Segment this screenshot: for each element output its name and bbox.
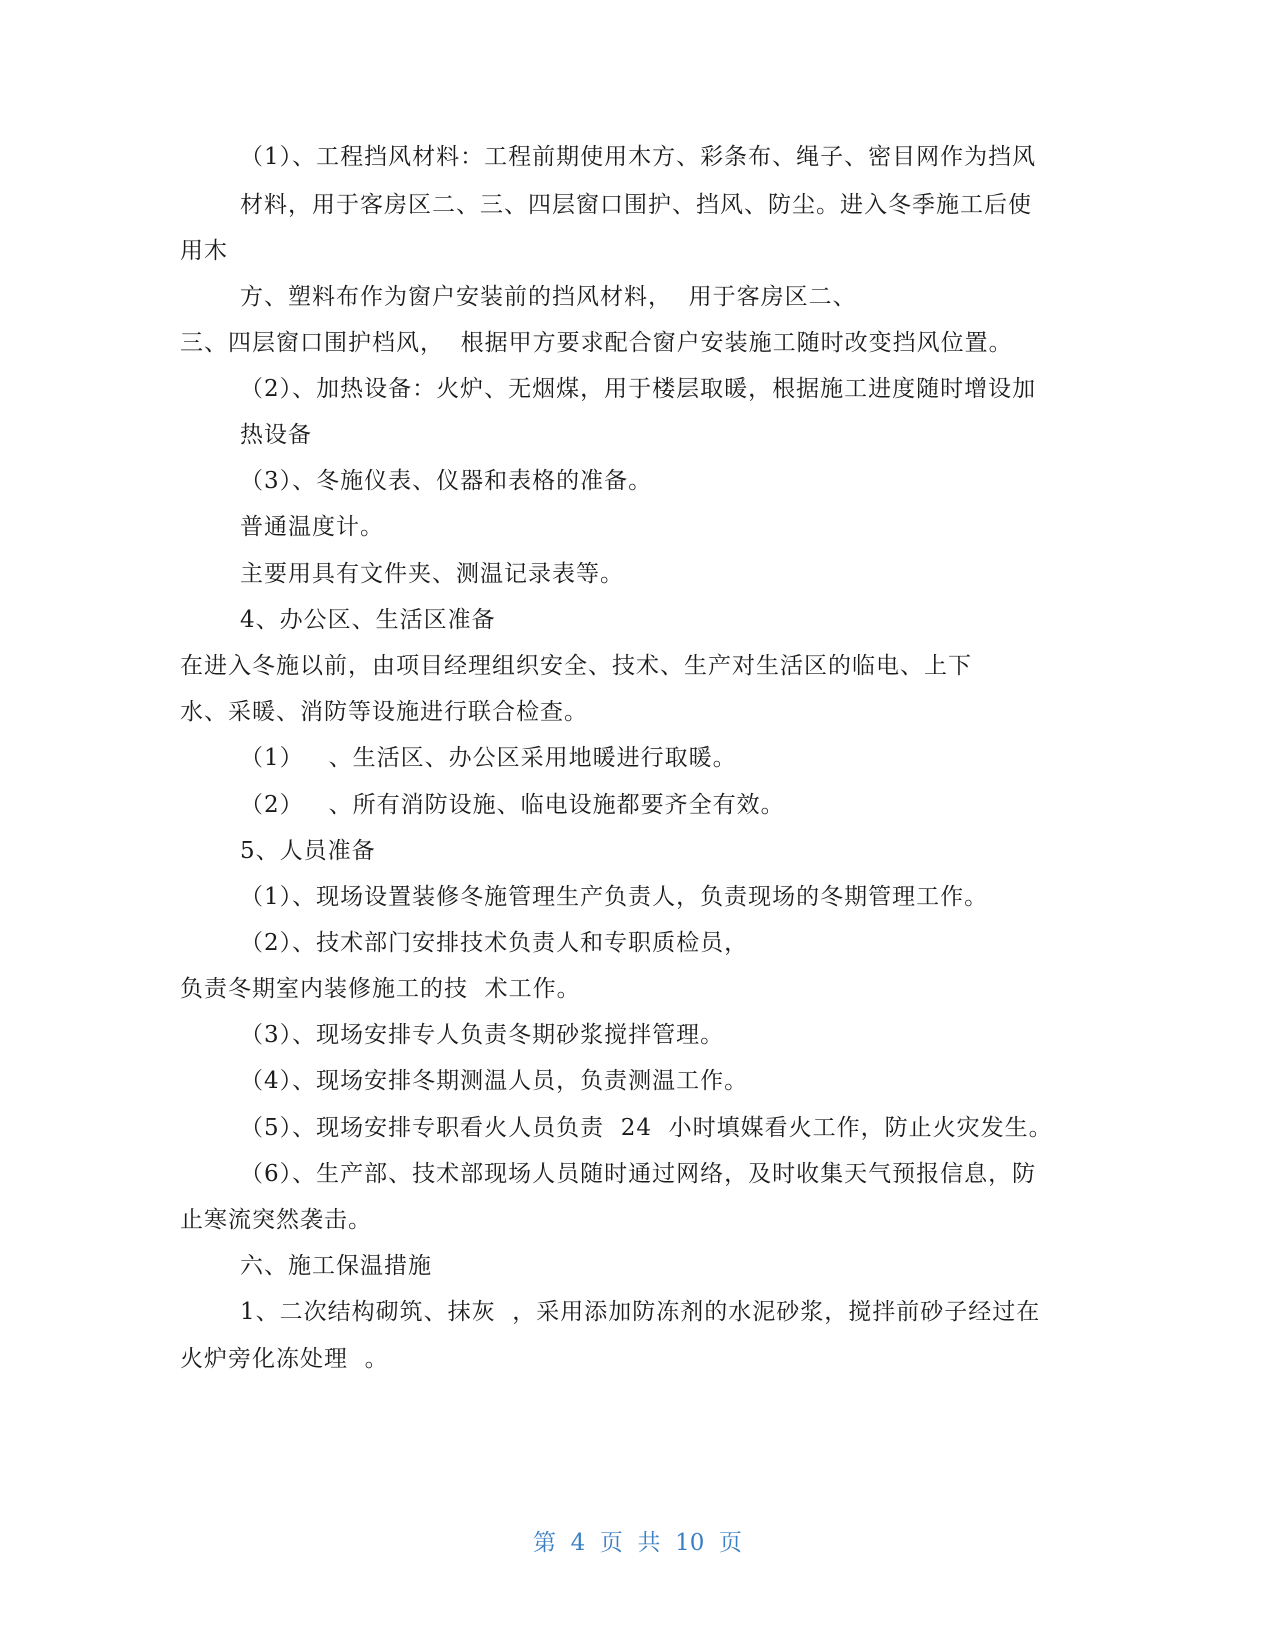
text-line: （1）、工程挡风材料：工程前期使用木方、彩条布、绳子、密目网作为挡风 bbox=[240, 144, 1037, 170]
text-line: （1）、现场设置装修冬施管理生产负责人，负责现场的冬期管理工作。 bbox=[240, 884, 989, 910]
text-line: 主要用具有文件夹、测温记录表等。 bbox=[240, 561, 624, 587]
text-line: 火炉旁化冻处理 。 bbox=[180, 1346, 389, 1372]
text-line: 材料，用于客房区二、三、四层窗口围护、挡风、防尘。进入冬季施工后使 bbox=[240, 192, 1032, 218]
text-line: （3）、现场安排专人负责冬期砂浆搅拌管理。 bbox=[240, 1022, 725, 1048]
text-line: 热设备 bbox=[240, 422, 312, 448]
text-line: 普通温度计。 bbox=[240, 514, 384, 540]
text-line: （5）、现场安排专职看火人员负责 24 小时填媒看火工作，防止火灾发生。 bbox=[240, 1115, 1053, 1141]
text-line: 用木 bbox=[180, 238, 228, 264]
text-line: （1） 、生活区、办公区采用地暖进行取暖。 bbox=[240, 745, 737, 771]
text-line: 三、四层窗口围护档风， 根据甲方要求配合窗户安装施工随时改变挡风位置。 bbox=[180, 330, 1013, 356]
text-line: 在进入冬施以前，由项目经理组织安全、技术、生产对生活区的临电、上下 bbox=[180, 653, 972, 679]
text-line: 负责冬期室内装修施工的技 术工作。 bbox=[180, 976, 581, 1002]
section-heading: 5、人员准备 bbox=[240, 838, 376, 864]
text-line: （2）、加热设备：火炉、无烟煤，用于楼层取暖，根据施工进度随时增设加 bbox=[240, 376, 1037, 402]
text-line: 方、塑料布作为窗户安装前的挡风材料， 用于客房区二、 bbox=[240, 284, 857, 310]
text-line: 水、采暖、消防等设施进行联合检查。 bbox=[180, 699, 588, 725]
section-heading: 4、办公区、生活区准备 bbox=[240, 607, 496, 633]
text-line: （2） 、所有消防设施、临电设施都要齐全有效。 bbox=[240, 792, 785, 818]
text-line: （6）、生产部、技术部现场人员随时通过网络，及时收集天气预报信息，防 bbox=[240, 1161, 1037, 1187]
text-line: （3）、冬施仪表、仪器和表格的准备。 bbox=[240, 468, 653, 494]
text-line: 1、二次结构砌筑、抹灰 ，采用添加防冻剂的水泥砂浆，搅拌前砂子经过在 bbox=[240, 1299, 1041, 1325]
text-line: （2）、技术部门安排技术负责人和专职质检员， bbox=[240, 930, 749, 956]
text-line: 止寒流突然袭击。 bbox=[180, 1207, 372, 1233]
page-number-footer: 第 4 页 共 10 页 bbox=[532, 1530, 742, 1556]
text-line: （4）、现场安排冬期测温人员，负责测温工作。 bbox=[240, 1068, 749, 1094]
section-heading: 六、施工保温措施 bbox=[240, 1253, 432, 1279]
